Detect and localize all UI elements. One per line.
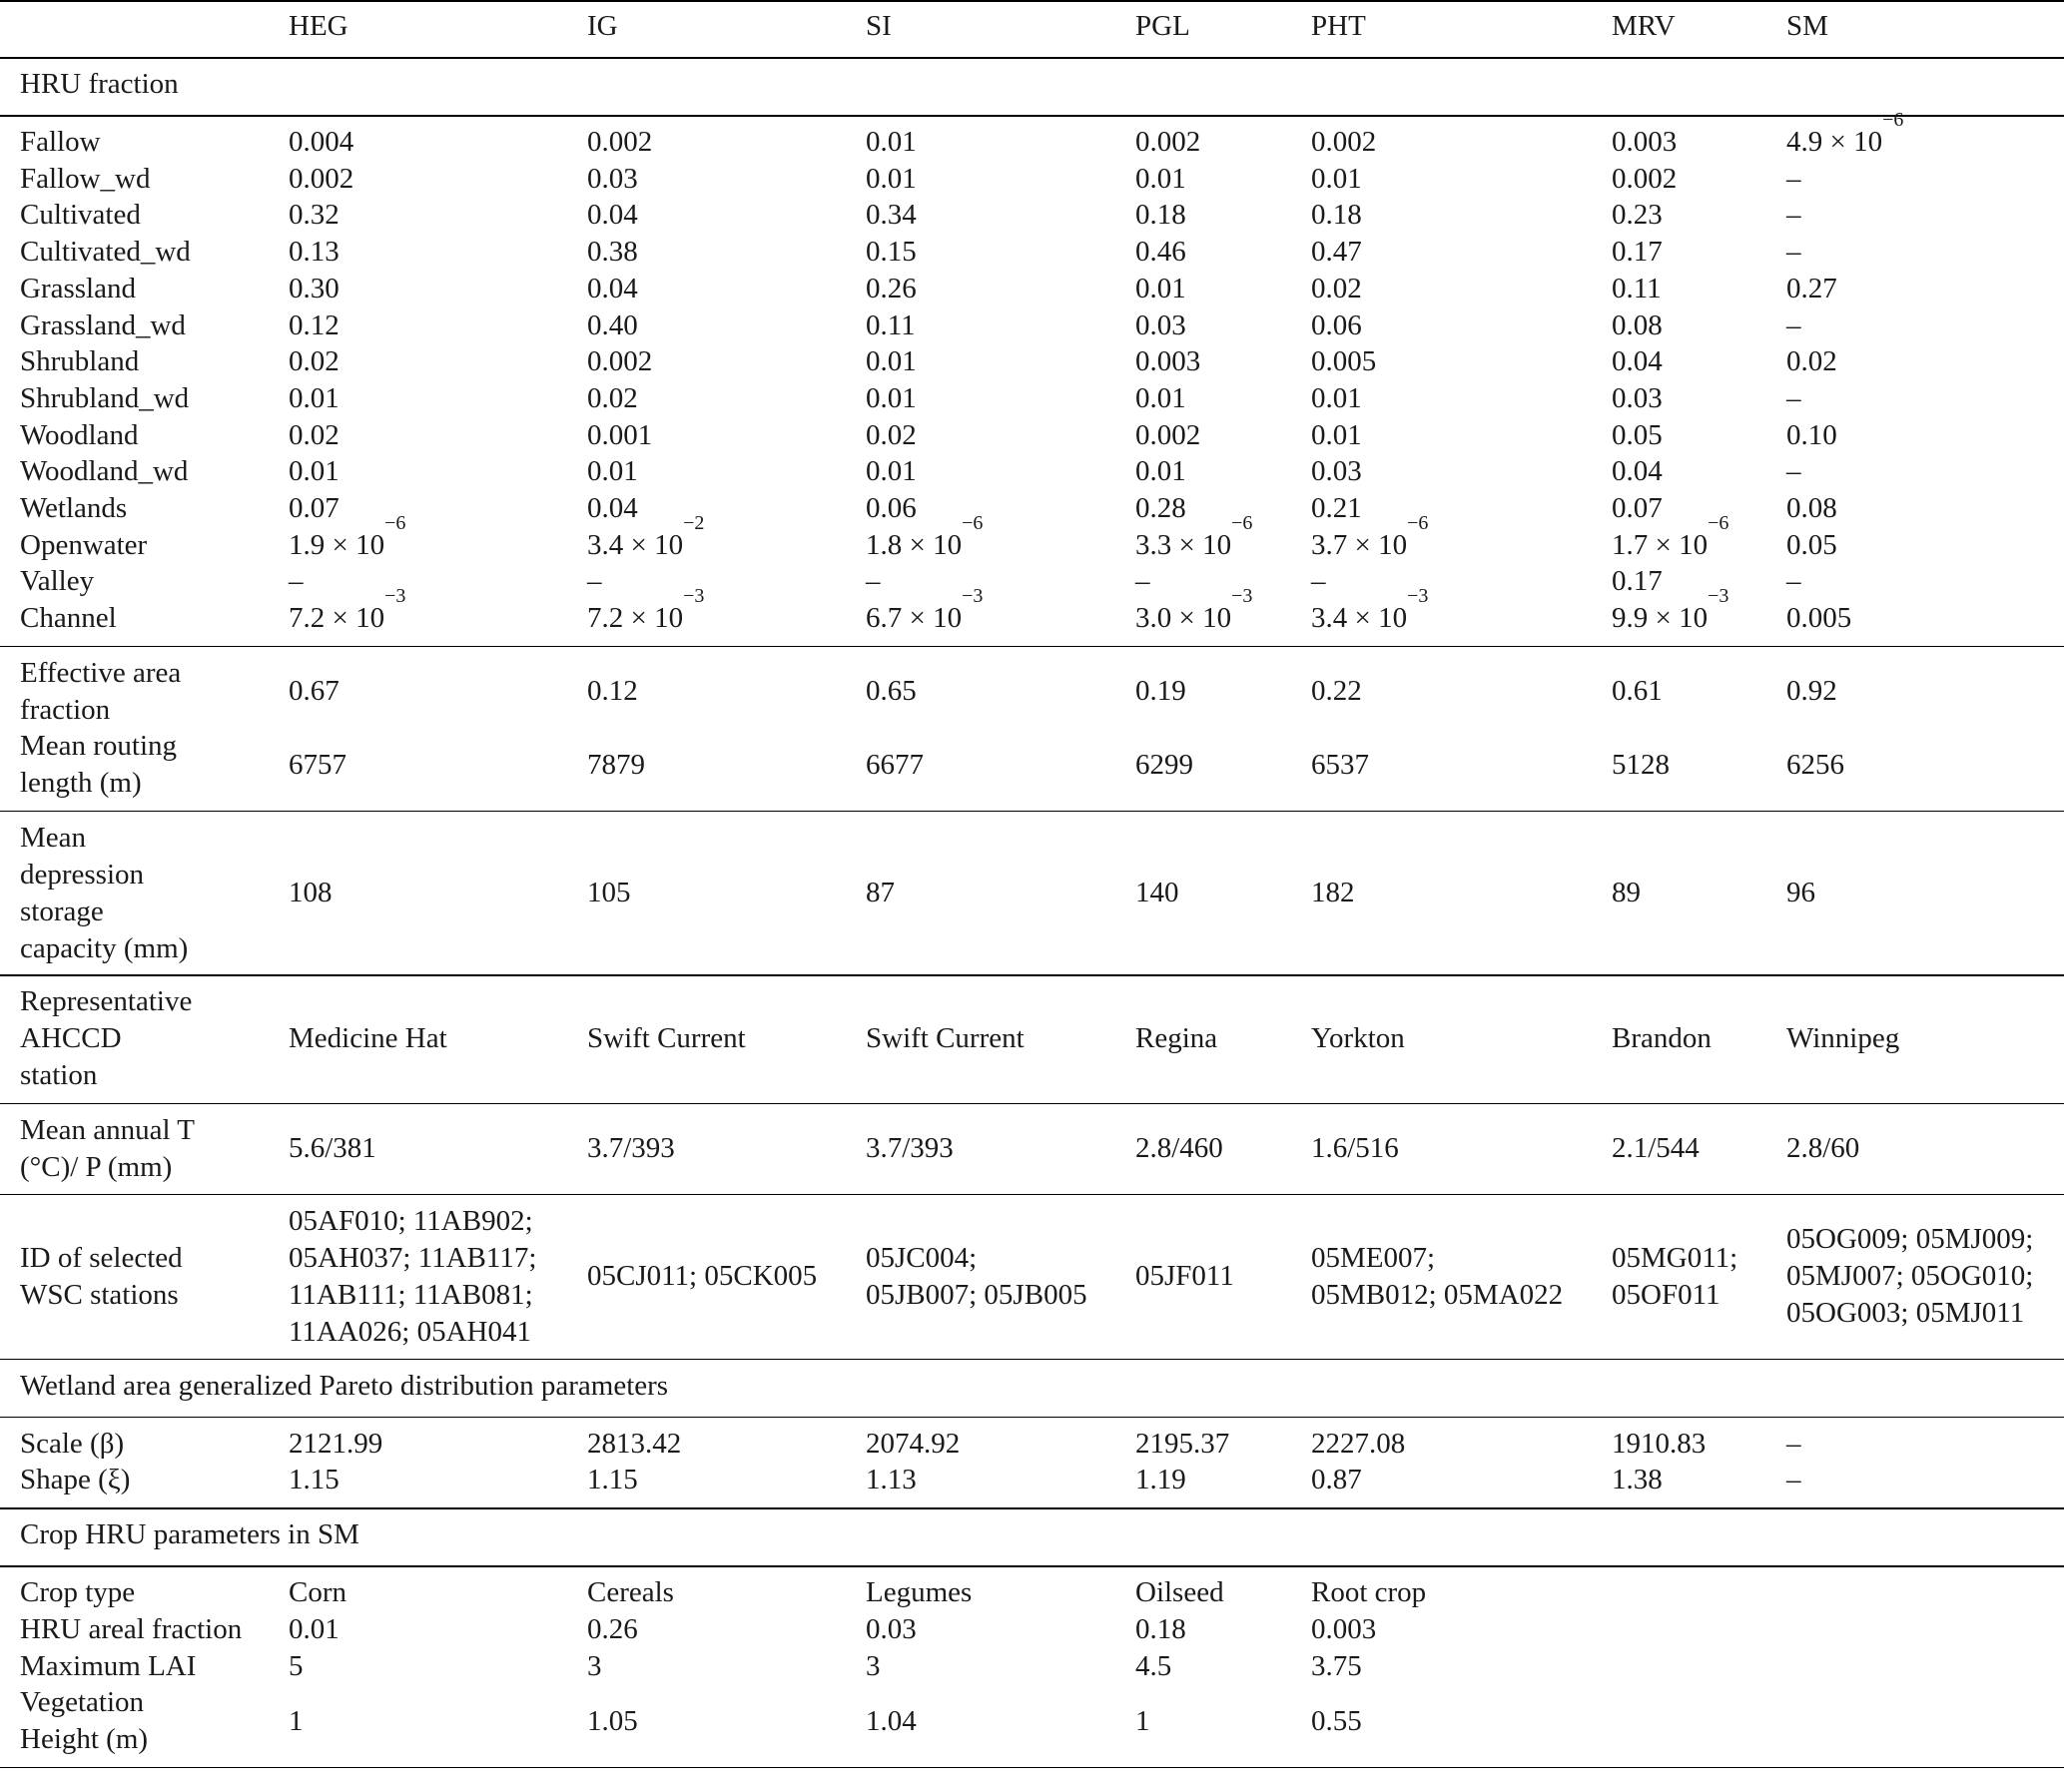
table-cell: 5128 xyxy=(1612,748,1670,781)
table-cell: 1910.83 xyxy=(1612,1427,1707,1460)
table-cell: 0.01 xyxy=(1311,418,1362,451)
table-cell: 0.004 xyxy=(289,126,354,158)
table-cell: 05ME007; 05MB012; 05MA022 xyxy=(1311,1241,1564,1311)
row-label: Shrubland_wd xyxy=(20,381,190,414)
table-rule xyxy=(0,1103,2064,1105)
table-cell: 0.03 xyxy=(1612,381,1663,414)
table-cell: 0.19 xyxy=(1135,675,1186,708)
table-cell: 0.05 xyxy=(1612,418,1663,451)
table-cell: – xyxy=(289,565,304,598)
table-rule xyxy=(0,0,2064,2)
table-cell: $1.7 \times 10^{-6}$ xyxy=(1612,511,1729,561)
table-cell: 2.1/544 xyxy=(1612,1131,1700,1164)
table-cell: 0.04 xyxy=(587,492,638,524)
row-label: Vegetation Height (m) xyxy=(20,1686,149,1756)
table-cell: $6.7 \times 10^{-3}$ xyxy=(866,585,984,635)
table-cell: 05OG009; 05MJ009; 05MJ007; 05OG010; 05OG003; 05MJ011 xyxy=(1786,1223,2034,1330)
row-label: Fallow xyxy=(20,126,101,158)
table-rule xyxy=(0,1194,2064,1196)
table-cell: 0.11 xyxy=(1612,272,1662,304)
row-label: Mean routing length (m) xyxy=(20,730,178,800)
table-cell: 0.21 xyxy=(1311,492,1362,524)
table-cell: 05JF011 xyxy=(1135,1259,1234,1292)
table-cell: 0.07 xyxy=(1612,492,1663,524)
table-cell: 0.92 xyxy=(1786,675,1837,708)
table-cell: $1.8 \times 10^{-6}$ xyxy=(866,511,984,561)
table-cell: 0.06 xyxy=(1311,308,1362,341)
table-cell: 6256 xyxy=(1786,748,1844,781)
table-cell: 0.01 xyxy=(587,455,638,488)
table-cell: 2813.42 xyxy=(587,1427,682,1460)
table-cell: 96 xyxy=(1786,876,1815,908)
table-cell: 4.5 xyxy=(1135,1649,1172,1682)
table-cell: 0.26 xyxy=(866,272,917,304)
table-cell: 0.28 xyxy=(1135,492,1186,524)
table-cell: 87 xyxy=(866,876,895,908)
row-label: Openwater xyxy=(20,528,148,561)
table-cell: 0.01 xyxy=(866,126,917,158)
table-cell: 0.003 xyxy=(1311,1612,1377,1645)
table-cell: 2195.37 xyxy=(1135,1427,1230,1460)
table-cell: 0.03 xyxy=(866,1612,917,1645)
table-cell: 0.02 xyxy=(866,418,917,451)
table-cell: 0.003 xyxy=(1135,345,1201,378)
table-cell: 0.01 xyxy=(1135,381,1186,414)
section-title: HRU fraction xyxy=(20,68,179,100)
table-cell: – xyxy=(1786,565,1801,598)
table-cell: Winnipeg xyxy=(1786,1022,1900,1055)
table-cell: 05MG011; 05OF011 xyxy=(1612,1241,1738,1311)
table-cell: 89 xyxy=(1612,876,1641,908)
table-cell: 140 xyxy=(1135,876,1179,908)
table-cell: 0.02 xyxy=(587,381,638,414)
table-cell: 0.01 xyxy=(289,381,340,414)
table-cell: 0.005 xyxy=(1786,602,1852,635)
table-cell: 2074.92 xyxy=(866,1427,961,1460)
table-cell: Corn xyxy=(289,1576,346,1609)
section-title: Crop HRU parameters in SM xyxy=(20,1518,359,1551)
table-cell: 0.08 xyxy=(1786,492,1837,524)
column-header: HEG xyxy=(289,10,348,42)
table-rule xyxy=(0,1417,2064,1419)
table-cell: $3.3 \times 10^{-6}$ xyxy=(1135,511,1253,561)
table-cell: 0.17 xyxy=(1612,565,1663,598)
table-cell: 0.15 xyxy=(866,236,917,269)
table-cell: 105 xyxy=(587,876,631,908)
table-rule xyxy=(0,1507,2064,1509)
table-rule xyxy=(0,646,2064,648)
section-title: Wetland area generalized Pareto distribution parameters xyxy=(20,1369,669,1402)
table-cell: 0.18 xyxy=(1311,199,1362,232)
table-cell: 0.03 xyxy=(1135,308,1186,341)
table-cell: 2.8/60 xyxy=(1786,1131,1860,1164)
column-header: IG xyxy=(587,10,618,42)
table-cell: – xyxy=(1786,162,1801,195)
table-cell: 5 xyxy=(289,1649,304,1682)
table-cell: 2.8/460 xyxy=(1135,1131,1223,1164)
table-cell: 0.18 xyxy=(1135,199,1186,232)
row-label: Valley xyxy=(20,565,95,598)
table-cell: 0.02 xyxy=(1786,345,1837,378)
row-label: Cultivated xyxy=(20,199,141,232)
table-cell: – xyxy=(1786,236,1801,269)
table-cell: 7879 xyxy=(587,748,645,781)
row-label: HRU areal fraction xyxy=(20,1612,243,1645)
table-cell: 1.38 xyxy=(1612,1464,1663,1496)
table-cell: – xyxy=(866,565,881,598)
table-cell: 182 xyxy=(1311,876,1355,908)
table-cell: – xyxy=(1311,565,1326,598)
table-cell: 0.01 xyxy=(1311,381,1362,414)
table-cell: 0.002 xyxy=(1311,126,1377,158)
table-cell: 0.02 xyxy=(289,418,340,451)
row-label: Scale (β) xyxy=(20,1427,125,1460)
table-cell: 0.27 xyxy=(1786,272,1837,304)
table-cell: 1 xyxy=(1135,1704,1150,1737)
table-cell: 2227.08 xyxy=(1311,1427,1406,1460)
table-cell: 0.02 xyxy=(1311,272,1362,304)
table-cell: 0.002 xyxy=(587,126,653,158)
table-cell: – xyxy=(1786,308,1801,341)
table-cell: 1.15 xyxy=(289,1464,340,1496)
table-cell: – xyxy=(1786,455,1801,488)
table-cell: Yorkton xyxy=(1311,1022,1405,1055)
table-cell: 6299 xyxy=(1135,748,1193,781)
table-cell: 0.26 xyxy=(587,1612,638,1645)
table-rule xyxy=(0,1359,2064,1361)
row-label: Grassland_wd xyxy=(20,308,186,341)
table-cell: 0.01 xyxy=(1135,162,1186,195)
table-cell: 0.01 xyxy=(289,455,340,488)
table-cell: 0.12 xyxy=(289,308,340,341)
table-cell: 0.06 xyxy=(866,492,917,524)
table-cell: 3.75 xyxy=(1311,1649,1362,1682)
table-cell: 1.6/516 xyxy=(1311,1131,1399,1164)
table-cell: Cereals xyxy=(587,1576,674,1609)
column-header: PHT xyxy=(1311,10,1366,42)
table-cell: $7.2 \times 10^{-3}$ xyxy=(587,585,705,635)
table-cell: 0.01 xyxy=(866,345,917,378)
table-cell: Root crop xyxy=(1311,1576,1427,1609)
table-cell: 0.38 xyxy=(587,236,638,269)
row-label: Shrubland xyxy=(20,345,140,378)
table-cell: 0.002 xyxy=(289,162,354,195)
table-cell: 0.002 xyxy=(1135,126,1201,158)
row-label: Maximum LAI xyxy=(20,1649,197,1682)
table-cell: 0.01 xyxy=(866,381,917,414)
table-cell: – xyxy=(1786,381,1801,414)
table-cell: 0.005 xyxy=(1311,345,1377,378)
table-cell: 05AF010; 11AB902; 05AH037; 11AB117; 11AB111; 11AB081; 11AA026; 05AH041 xyxy=(289,1204,537,1348)
row-label: Effective area fraction xyxy=(20,656,182,726)
table-rule xyxy=(0,1565,2064,1567)
table-cell: 1.15 xyxy=(587,1464,638,1496)
table-cell: 0.03 xyxy=(587,162,638,195)
row-label: Woodland xyxy=(20,418,139,451)
table-cell: 0.11 xyxy=(866,308,916,341)
table-cell: 0.001 xyxy=(587,418,653,451)
row-label: Grassland xyxy=(20,272,136,304)
table-cell: 1.19 xyxy=(1135,1464,1186,1496)
table-cell: $1.9 \times 10^{-6}$ xyxy=(289,511,406,561)
table-cell: 0.002 xyxy=(1135,418,1201,451)
table-cell: 0.05 xyxy=(1786,528,1837,561)
table-cell: 0.87 xyxy=(1311,1464,1362,1496)
table-cell: 2121.99 xyxy=(289,1427,383,1460)
table-cell: 0.10 xyxy=(1786,418,1837,451)
table-cell: $4.9 \times 10^{-6}$ xyxy=(1786,109,1904,158)
table-cell: 0.04 xyxy=(587,272,638,304)
table-cell: 1.04 xyxy=(866,1704,917,1737)
row-label: Channel xyxy=(20,602,117,635)
table-rule xyxy=(0,1767,2064,1769)
table-cell: – xyxy=(1786,1427,1801,1460)
table-cell: 1 xyxy=(289,1704,304,1737)
table-cell: 0.07 xyxy=(289,492,340,524)
row-label: Representative AHCCD station xyxy=(20,985,193,1092)
table-cell: 0.003 xyxy=(1612,126,1678,158)
row-label: Crop type xyxy=(20,1576,136,1609)
row-label: Shape (ξ) xyxy=(20,1464,131,1496)
table-cell: 0.01 xyxy=(289,1612,340,1645)
table-cell: $9.9 \times 10^{-3}$ xyxy=(1612,585,1729,635)
table-cell: 0.18 xyxy=(1135,1612,1186,1645)
table-cell: – xyxy=(1786,1464,1801,1496)
table-cell: 05CJ011; 05CK005 xyxy=(587,1259,818,1292)
table-rule xyxy=(0,115,2064,117)
table-cell: 0.002 xyxy=(587,345,653,378)
column-header: PGL xyxy=(1135,10,1190,42)
table-cell: 0.13 xyxy=(289,236,340,269)
table-cell: 108 xyxy=(289,876,333,908)
table-cell: 0.23 xyxy=(1612,199,1663,232)
table-cell: 0.17 xyxy=(1612,236,1663,269)
table-cell: 0.12 xyxy=(587,675,638,708)
row-label: Wetlands xyxy=(20,492,128,524)
row-label: Woodland_wd xyxy=(20,455,189,488)
table-cell: $3.7 \times 10^{-6}$ xyxy=(1311,511,1429,561)
row-label: Mean annual T (°C)/ P (mm) xyxy=(20,1113,196,1183)
table-cell: 0.67 xyxy=(289,675,340,708)
table-rule xyxy=(0,974,2064,976)
table-cell: $3.4 \times 10^{-3}$ xyxy=(1311,585,1429,635)
table-cell: 0.01 xyxy=(866,455,917,488)
table-cell: 5.6/381 xyxy=(289,1131,376,1164)
table-rule xyxy=(0,811,2064,813)
table-cell: 1.13 xyxy=(866,1464,917,1496)
row-label: Mean depression storage capacity (mm) xyxy=(20,821,189,964)
table-cell: 0.01 xyxy=(866,162,917,195)
table-cell: 3.7/393 xyxy=(866,1131,954,1164)
table-cell: Legumes xyxy=(866,1576,973,1609)
table-cell: Medicine Hat xyxy=(289,1022,447,1055)
table-cell: 0.55 xyxy=(1311,1704,1362,1737)
table-rule xyxy=(0,57,2064,59)
table-cell: – xyxy=(587,565,602,598)
row-label: ID of selected WSC stations xyxy=(20,1241,183,1311)
row-label: Cultivated_wd xyxy=(20,236,191,269)
table-cell: – xyxy=(1786,199,1801,232)
table-cell: 0.34 xyxy=(866,199,917,232)
table-cell: 0.03 xyxy=(1311,455,1362,488)
table-cell: Brandon xyxy=(1612,1022,1712,1055)
table-cell: 6757 xyxy=(289,748,346,781)
table-cell: Swift Current xyxy=(866,1022,1025,1055)
table-cell: $3.4 \times 10^{-2}$ xyxy=(587,511,705,561)
table-cell: 0.32 xyxy=(289,199,340,232)
table-cell: 0.61 xyxy=(1612,675,1663,708)
table-cell: 0.02 xyxy=(289,345,340,378)
table-cell: 6537 xyxy=(1311,748,1369,781)
table-cell: $7.2 \times 10^{-3}$ xyxy=(289,585,406,635)
table-cell: 0.002 xyxy=(1612,162,1678,195)
table-cell: 3 xyxy=(587,1649,602,1682)
row-label: Fallow_wd xyxy=(20,162,151,195)
table-cell: 0.65 xyxy=(866,675,917,708)
column-header: SI xyxy=(866,10,892,42)
table-cell: 0.08 xyxy=(1612,308,1663,341)
table-cell: 0.04 xyxy=(1612,345,1663,378)
table-cell: 3.7/393 xyxy=(587,1131,675,1164)
table-cell: Regina xyxy=(1135,1022,1218,1055)
table-cell: 0.22 xyxy=(1311,675,1362,708)
column-header: SM xyxy=(1786,10,1828,42)
table-cell: 6677 xyxy=(866,748,924,781)
table-cell: Swift Current xyxy=(587,1022,746,1055)
table-cell: 05JC004; 05JB007; 05JB005 xyxy=(866,1241,1087,1311)
table-cell: 0.46 xyxy=(1135,236,1186,269)
table-cell: 0.30 xyxy=(289,272,340,304)
table-cell: 0.47 xyxy=(1311,236,1362,269)
table-cell: 0.04 xyxy=(1612,455,1663,488)
table-cell: – xyxy=(1135,565,1150,598)
table-cell: 3 xyxy=(866,1649,881,1682)
table-cell: $3.0 \times 10^{-3}$ xyxy=(1135,585,1253,635)
table-cell: 0.04 xyxy=(587,199,638,232)
table-cell: 1.05 xyxy=(587,1704,638,1737)
table-cell: 0.40 xyxy=(587,308,638,341)
table-cell: 0.01 xyxy=(1135,455,1186,488)
table-cell: 0.01 xyxy=(1311,162,1362,195)
column-header: MRV xyxy=(1612,10,1676,42)
table-cell: Oilseed xyxy=(1135,1576,1224,1609)
table-cell: 0.01 xyxy=(1135,272,1186,304)
